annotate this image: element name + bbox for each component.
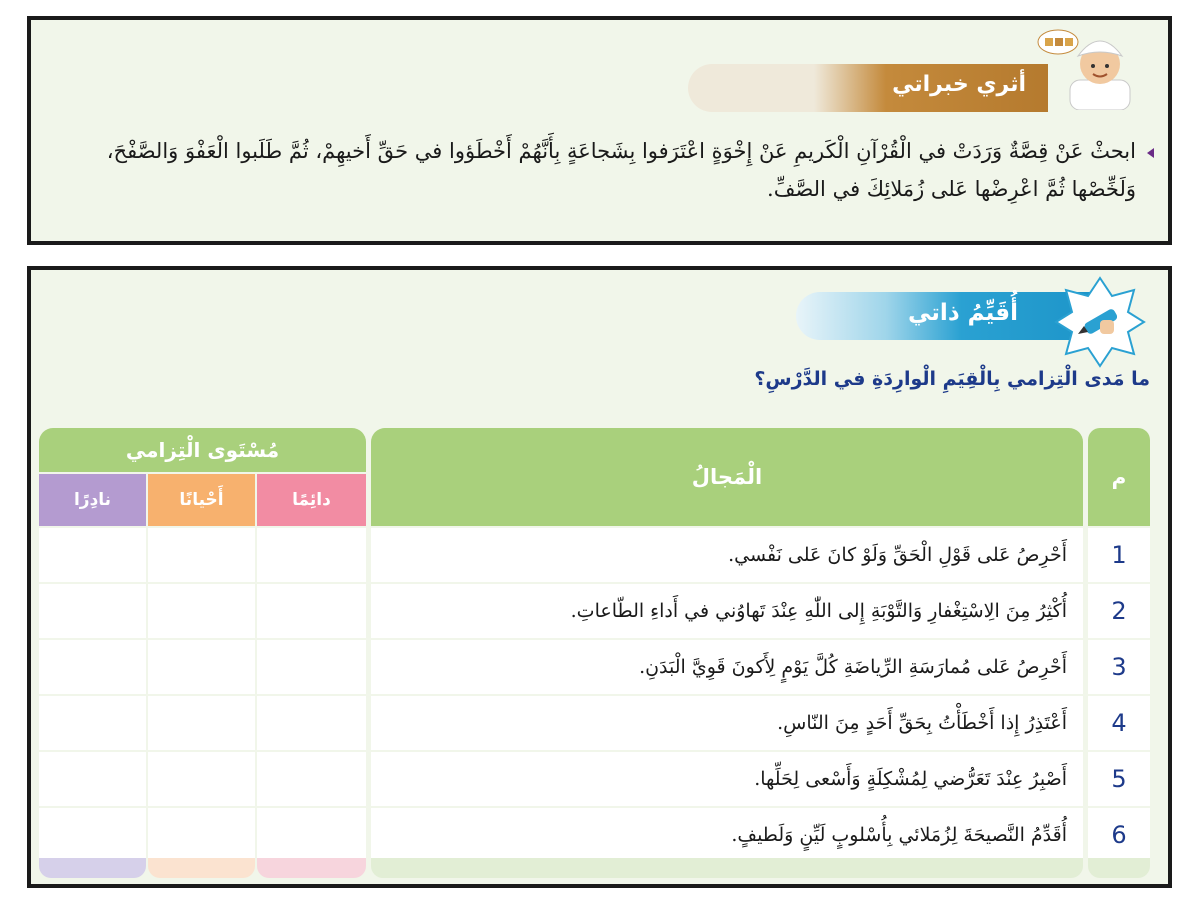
cell-rarely[interactable] <box>39 528 146 582</box>
cell-rarely[interactable] <box>39 640 146 694</box>
footer-sometimes <box>148 858 255 878</box>
table-row <box>39 528 1150 582</box>
footer-rarely <box>39 858 146 878</box>
cell-sometimes[interactable] <box>148 696 255 750</box>
table-row <box>39 752 1150 806</box>
cell-rarely[interactable] <box>39 808 146 862</box>
header-field: الْمَجالُ <box>371 428 1083 526</box>
cell-always[interactable] <box>257 528 366 582</box>
footer-number <box>1088 858 1150 878</box>
table-row <box>39 808 1150 862</box>
row-text: أَعْتَذِرُ إِذا أَخْطَأْتُ بِحَقِّ أَحَدٍ مِنَ النّاسِ. <box>371 696 1083 750</box>
enrichment-title: أثري خبراتي <box>892 72 1026 97</box>
pencil-hand-icon <box>1054 276 1146 368</box>
cell-always[interactable] <box>257 584 366 638</box>
row-number: 1 <box>1088 528 1150 582</box>
enrichment-panel <box>27 16 1172 245</box>
row-number: 2 <box>1088 584 1150 638</box>
table-row <box>39 584 1150 638</box>
cell-sometimes[interactable] <box>148 808 255 862</box>
cell-sometimes[interactable] <box>148 640 255 694</box>
cell-sometimes[interactable] <box>148 752 255 806</box>
cell-sometimes[interactable] <box>148 528 255 582</box>
row-number: 3 <box>1088 640 1150 694</box>
cell-rarely[interactable] <box>39 584 146 638</box>
bullet-icon <box>1147 148 1154 158</box>
row-text: أُقَدِّمُ النَّصيحَةَ لِزُمَلائي بِأُسْلوبٍ لَيِّنٍ وَلَطيفٍ. <box>371 808 1083 862</box>
header-always: دائِمًا <box>257 474 366 526</box>
activity-instruction: ابحثْ عَنْ قِصَّةٌ وَرَدَتْ في الْقُرْآنِ الْكَريمِ عَنْ إِخْوَةٍ اعْتَرَفوا بِشَجاعَةٍ بِأَنَّهُمْ أَخْطَؤوا في حَقِّ أَخيهِمْ، ثُمَّ طَلَبوا الْعَفْوَ وَالصَّفْحَ، وَلَخِّصْها ثُمَّ اعْرِضْها عَلى زُمَلائِكَ في الصَّفِّ. <box>106 139 1136 201</box>
cell-always[interactable] <box>257 808 366 862</box>
cell-rarely[interactable] <box>39 752 146 806</box>
row-text: أَحْرِصُ عَلى قَوْلِ الْحَقِّ وَلَوْ كانَ عَلى نَفْسي. <box>371 528 1083 582</box>
row-number: 4 <box>1088 696 1150 750</box>
self-assessment-banner <box>796 292 1096 340</box>
cell-always[interactable] <box>257 696 366 750</box>
row-text: أَصْبِرُ عِنْدَ تَعَرُّضي لِمُشْكِلَةٍ وَأَسْعى لِحَلِّها. <box>371 752 1083 806</box>
header-sometimes: أَحْيانًا <box>148 474 255 526</box>
cell-sometimes[interactable] <box>148 584 255 638</box>
row-text: أُكْثِرُ مِنَ الِاسْتِغْفارِ وَالتَّوْبَةِ إِلى اللّٰهِ عِنْدَ تَهاوُني في أَداءِ الطّاعاتِ. <box>371 584 1083 638</box>
header-rarely: نادِرًا <box>39 474 146 526</box>
header-number: م <box>1088 428 1150 526</box>
assessment-question: ما مَدى الْتِزامي بِالْقِيَمِ الْوارِدَةِ في الدَّرْسِ؟ <box>754 368 1150 390</box>
self-assessment-title: أُقَيِّمُ ذاتي <box>908 300 1018 326</box>
self-assessment-panel <box>27 266 1172 888</box>
student-avatar-icon <box>1036 22 1156 110</box>
header-commitment-level: مُسْتَوى الْتِزامي <box>39 428 366 472</box>
cell-rarely[interactable] <box>39 696 146 750</box>
cell-always[interactable] <box>257 752 366 806</box>
table-row <box>39 696 1150 750</box>
row-number: 6 <box>1088 808 1150 862</box>
enrichment-banner <box>688 64 1048 112</box>
footer-field <box>371 858 1083 878</box>
row-number: 5 <box>1088 752 1150 806</box>
row-text: أَحْرِصُ عَلى مُمارَسَةِ الرِّياضَةِ كُلَّ يَوْمٍ لِأَكونَ قَوِيَّ الْبَدَنِ. <box>371 640 1083 694</box>
footer-always <box>257 858 366 878</box>
cell-always[interactable] <box>257 640 366 694</box>
table-row <box>39 640 1150 694</box>
